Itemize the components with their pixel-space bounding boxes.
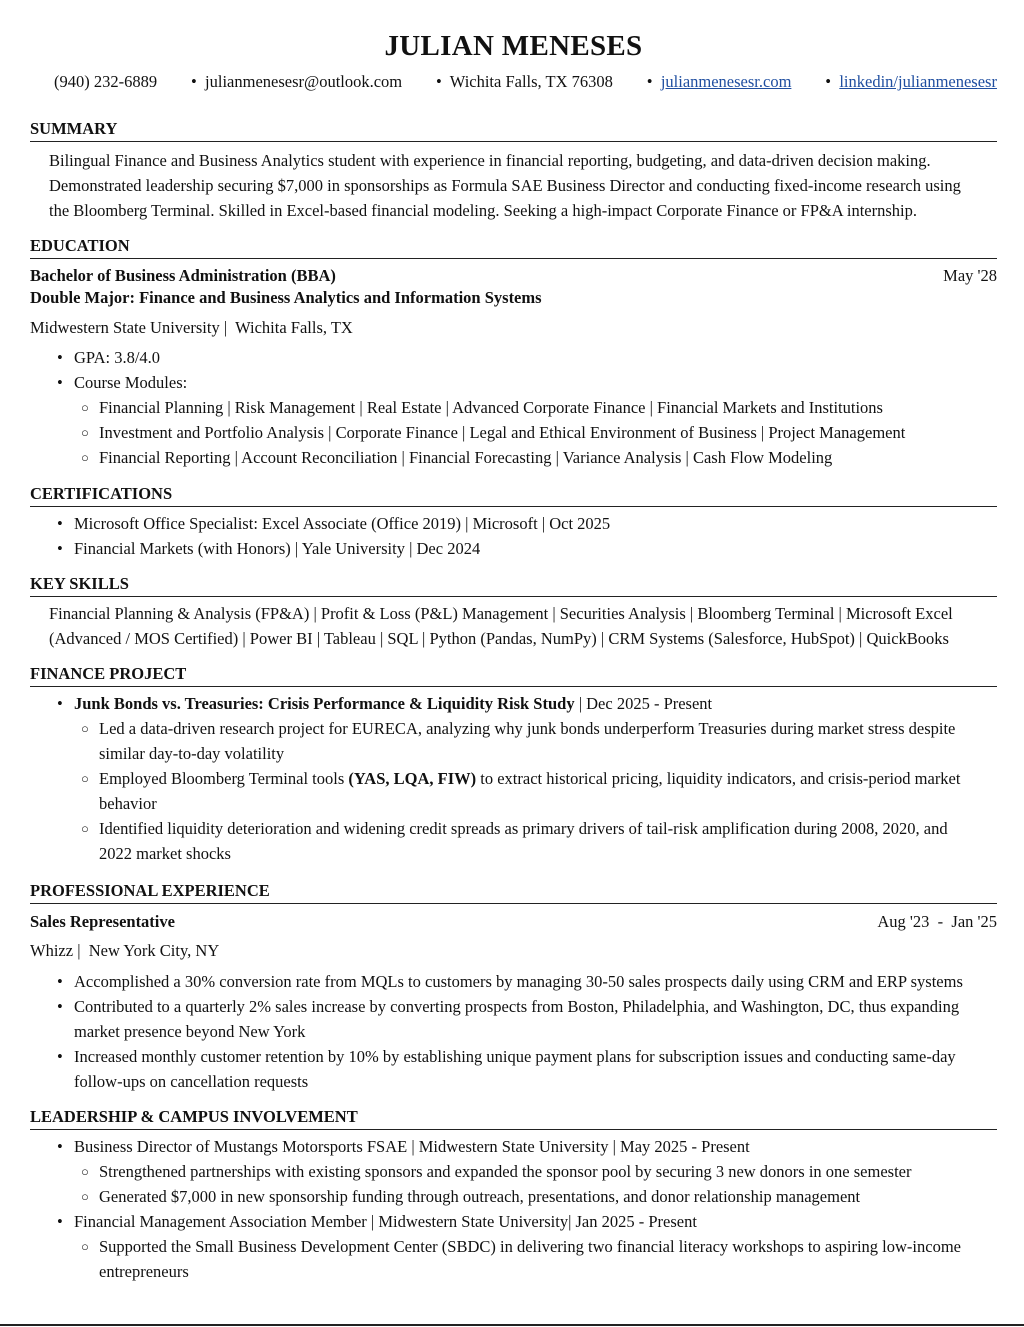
summary-line: the Bloomberg Terminal. Skilled in Excel-based financial modeling. Seeking a high-impact Corporate Finance or FP&A internship. (49, 201, 917, 220)
bullet-text: Supported the Small Business Development Center (SBDC) in delivering two financial literacy workshops to aspiring low-income (99, 1237, 961, 1256)
section-title: KEY SKILLS (30, 574, 997, 597)
role: Sales Representative (30, 912, 175, 931)
bullet-bold: (YAS, LQA, FIW) (348, 769, 477, 788)
leadership-section (30, 1107, 997, 1284)
bullet-text: Increased monthly customer retention by 10% by establishing unique payment plans for subscription issues and conducting same-day (74, 1047, 956, 1066)
bullet-text: market presence beyond New York (74, 1022, 306, 1041)
linkedin-link[interactable]: linkedin/julianmenesesr (839, 72, 997, 91)
experience-section (30, 881, 997, 1094)
company-line: Whizz | New York City, NY (30, 941, 220, 960)
skills-line: Financial Planning & Analysis (FP&A) | Profit & Loss (P&L) Management | Securities Analysis | Bloomberg Terminal | Microsoft Excel (49, 604, 953, 623)
company-city: New York City, NY (88, 941, 220, 960)
section-title: FINANCE PROJECT (30, 664, 997, 687)
list-item (30, 994, 997, 1044)
list-item: • Accomplished a 30% conversion rate from MQLs to customers by managing 30-50 sales prospects daily using CRM and ERP systems (30, 969, 997, 994)
list-item: • Microsoft Office Specialist: Excel Associate (Office 2019) | Microsoft | Oct 2025 (30, 511, 997, 536)
email: julianmenesesr@outlook.com (205, 72, 403, 91)
school-city: Wichita Falls, TX (235, 318, 353, 337)
list-item: ○ Investment and Portfolio Analysis | Corporate Finance | Legal and Ethical Environment of Business | Project Management (30, 420, 997, 445)
project-list (30, 691, 997, 866)
company-row (30, 940, 997, 962)
bullet-text: Employed Bloomberg Terminal tools (99, 769, 349, 788)
skills-line: (Advanced / MOS Certified) | Power BI | Tableau | SQL | Python (Pandas, NumPy) | CRM Systems (Salesforce, HubSpot) | QuickBooks (49, 629, 949, 648)
project-date: | Dec 2025 - Present (574, 694, 713, 713)
experience-list (30, 969, 997, 1094)
bullet-text: similar day-to-day volatility (99, 744, 285, 763)
list-item: ○ Strengthened partnerships with existing sponsors and expanded the sponsor pool by securing 3 new donors in one semester (30, 1159, 997, 1184)
degree-row (30, 265, 997, 287)
list-item: ○ Financial Planning | Risk Management | Real Estate | Advanced Corporate Finance | Financial Markets and Institutions (30, 395, 997, 420)
linkedin-item: • linkedin/julianmenesesr (825, 72, 997, 91)
list-item (30, 766, 997, 816)
list-item: • Course Modules: (30, 370, 997, 395)
list-item (30, 1044, 997, 1094)
bullet-text: entrepreneurs (99, 1262, 189, 1281)
location: Wichita Falls, TX 76308 (449, 72, 613, 91)
bullet-text: Led a data-driven research project for EURECA, analyzing why junk bonds underperform Treasuries during market stress despite (99, 719, 956, 738)
list-item: ○ Generated $7,000 in new sponsorship funding through outreach, presentations, and donor relationship management (30, 1184, 997, 1209)
end-date: Jan '25 (951, 912, 997, 931)
project-name: Junk Bonds vs. Treasuries: Crisis Performance & Liquidity Risk Study (74, 694, 575, 713)
degree: Bachelor of Business Administration (BBA) (30, 266, 336, 285)
role-row (30, 911, 997, 933)
list-item (30, 1234, 997, 1284)
project-section (30, 664, 997, 866)
list-item: • GPA: 3.8/4.0 (30, 345, 997, 370)
certifications-section (30, 484, 997, 561)
contact-bar (54, 72, 997, 92)
education-list (30, 345, 997, 470)
list-item: ○ Financial Reporting | Account Reconciliation | Financial Forecasting | Variance Analysis | Cash Flow Modeling (30, 445, 997, 470)
page-bottom-rule (0, 1324, 1024, 1326)
list-item (30, 716, 997, 766)
start-date: Aug '23 (877, 912, 930, 931)
school: Midwestern State University (30, 318, 220, 337)
section-title: SUMMARY (30, 119, 997, 142)
bullet-text: 2022 market shocks (99, 844, 231, 863)
certifications-list (30, 511, 997, 561)
leadership-list (30, 1134, 997, 1284)
email-item: • julianmenesesr@outlook.com (191, 72, 403, 91)
list-item: • Financial Markets (with Honors) | Yale University | Dec 2024 (30, 536, 997, 561)
list-item: • Financial Management Association Member | Midwestern State University| Jan 2025 - Present (30, 1209, 997, 1234)
summary-line: Demonstrated leadership securing $7,000 in sponsorships as Formula SAE Business Director and conducting fixed-income research using (49, 176, 961, 195)
school-row (30, 317, 997, 339)
summary-line: Bilingual Finance and Business Analytics student with experience in financial reporting, budgeting, and data-driven decision making. (49, 151, 931, 170)
bullet-text: to extract historical pricing, liquidity indicators, and crisis-period market (476, 769, 961, 788)
project-heading (30, 691, 997, 716)
bullet-text: Contributed to a quarterly 2% sales increase by converting prospects from Boston, Philadelphia, and Washington, DC, thus expanding (74, 997, 960, 1016)
section-title: CERTIFICATIONS (30, 484, 997, 507)
date-separator: - (937, 912, 944, 931)
major-row (30, 287, 997, 309)
bullet-text: Identified liquidity deterioration and widening credit spreads as primary drivers of tail-risk amplification during 2008, 2020, and (99, 819, 948, 838)
list-item (30, 816, 997, 866)
location-item: • Wichita Falls, TX 76308 (436, 72, 613, 91)
skills-section (30, 574, 997, 651)
major: Double Major: Finance and Business Analytics and Information Systems (30, 288, 542, 307)
website-link[interactable]: julianmenesesr.com (660, 72, 792, 91)
website-item: • julianmenesesr.com (646, 72, 792, 91)
bullet-text: follow-ups on cancellation requests (74, 1072, 309, 1091)
school-line: Midwestern State University | Wichita Falls, TX (30, 318, 353, 337)
section-title: EDUCATION (30, 236, 997, 259)
company: Whizz (30, 941, 74, 960)
summary-section (30, 119, 997, 223)
education-section (30, 236, 997, 470)
section-title: LEADERSHIP & CAMPUS INVOLVEMENT (30, 1107, 997, 1130)
bullet-text: behavior (99, 794, 157, 813)
role-dates (877, 911, 997, 933)
graduation-date: May '28 (943, 266, 997, 285)
section-title: PROFESSIONAL EXPERIENCE (30, 881, 997, 904)
list-item: • Business Director of Mustangs Motorsports FSAE | Midwestern State University | May 2025 - Present (30, 1134, 997, 1159)
phone: (940) 232-6889 (54, 72, 158, 91)
candidate-name: JULIAN MENESES (384, 30, 643, 62)
